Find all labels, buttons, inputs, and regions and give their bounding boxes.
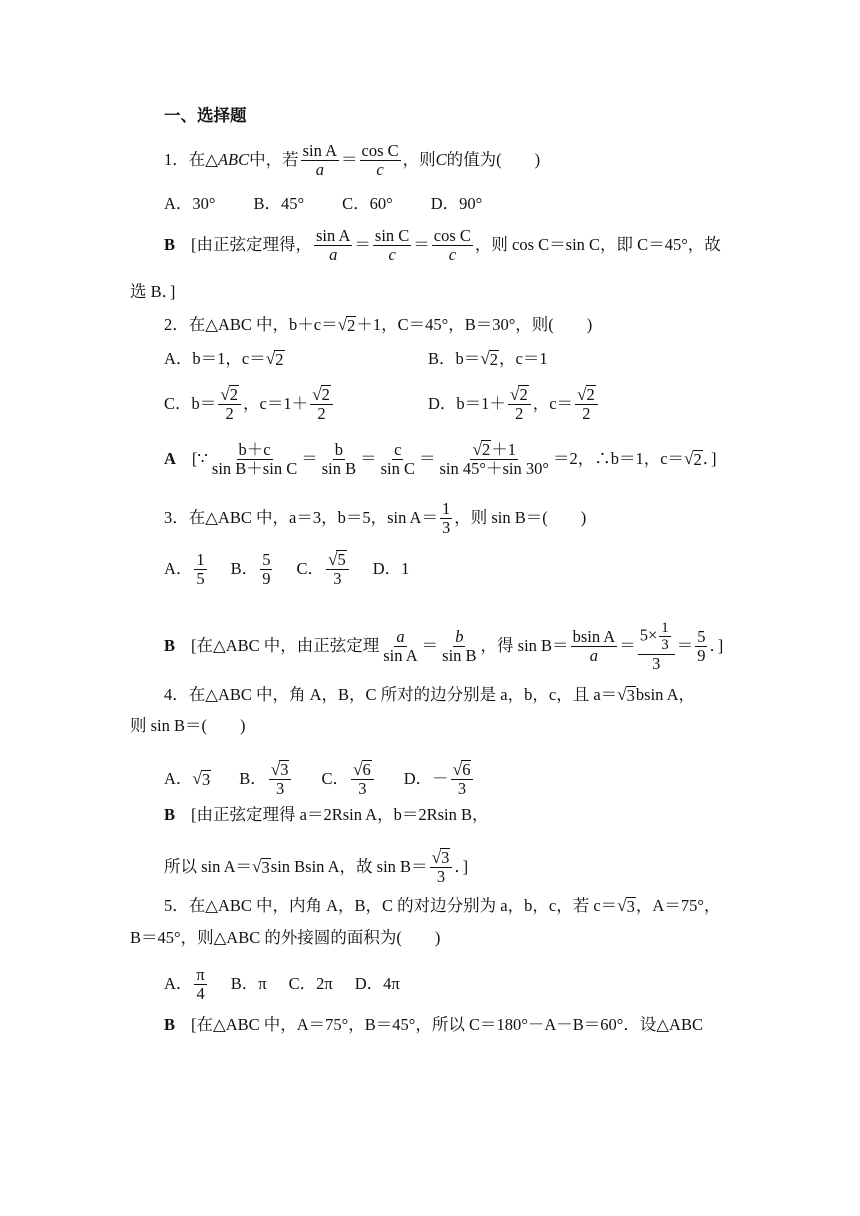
fraction: cos C c xyxy=(361,141,399,180)
fraction: b＋c sin B＋sin C xyxy=(211,439,298,478)
sqrt: √ 2 xyxy=(337,315,356,335)
fraction: √ 2 2 xyxy=(575,385,598,423)
sqrt: √ 3 xyxy=(252,856,270,877)
answer-letter: B xyxy=(164,636,176,656)
fraction: sin A a xyxy=(316,226,351,265)
option-a: A． xyxy=(164,558,193,578)
sqrt: √ 3 xyxy=(617,685,635,705)
option-b: B．π xyxy=(230,974,267,994)
sqrt: √ 3 xyxy=(617,896,635,916)
option-d: D．1 xyxy=(372,558,410,578)
question-4-explanation-cont: 所以 sin A＝ √ 3 sin Bsin A，故 sin B＝ √ 3 3 ．] xyxy=(164,848,469,887)
fraction: c sin C xyxy=(380,439,415,478)
option-d: D．－ xyxy=(403,768,449,788)
option-c: C．60° xyxy=(342,194,393,213)
sqrt: √ 2 xyxy=(265,349,284,369)
fraction: √ 5 3 xyxy=(326,550,349,588)
question-2-option-a: A．b＝1，c＝ √ 2 xyxy=(164,348,284,369)
option-a: A．30° xyxy=(164,194,216,213)
fraction: 1 3 xyxy=(441,499,451,538)
option-c: C．2π xyxy=(288,974,333,994)
question-3-options xyxy=(164,550,409,588)
question-4-stem: 4．在△ABC 中，角 A，B，C 所对的边分别是 a，b，c，且 a＝ √ 3 bsin A， xyxy=(164,684,696,705)
question-2-explanation: A [∵ b＋c sin B＋sin C ＝ b sin B ＝ c sin C ＝ √ 2 ＋1 sin 45°＋sin 30° ＝2，∴b＝1，c＝ √ 2 ．] xyxy=(164,439,717,479)
fraction: √ 6 3 xyxy=(451,760,474,798)
fraction: a sin A xyxy=(383,626,418,665)
option-d: D．4π xyxy=(354,974,400,994)
question-3-explanation: B [在△ABC 中，由正弦定理 a sin A ＝ b sin B ，得 sin B＝ bsin A a ＝ 5× $\frac{1}{3}$ 3 ＝ 5 9 ．] xyxy=(164,620,724,673)
option-d: D．90° xyxy=(430,194,483,213)
answer-letter: B xyxy=(164,805,176,824)
question-4-options xyxy=(164,760,475,798)
fraction: √ 3 3 xyxy=(430,848,453,886)
option-b: B． xyxy=(239,768,267,788)
sqrt: √ 2 xyxy=(480,349,499,369)
option-c: C． xyxy=(296,558,324,578)
section-title: 一、选择题 xyxy=(164,106,247,125)
question-5-stem-cont: B＝45°，则△ABC 的外接圆的面积为( ) xyxy=(130,928,441,947)
fraction: √ 2 ＋1 sin 45°＋sin 30° xyxy=(439,440,549,479)
option-a: A． xyxy=(164,974,193,994)
answer-letter: B xyxy=(164,1015,176,1034)
sqrt: √ 3 xyxy=(192,768,211,789)
option-a: A． xyxy=(164,768,193,788)
fraction: √ 2 2 xyxy=(218,385,241,423)
question-2-option-b: B．b＝ √ 2 ，c＝1 xyxy=(428,348,548,369)
fraction: π 4 xyxy=(196,965,205,1004)
question-3-stem: 3．在△ABC 中，a＝3，b＝5，sin A＝ 1 3 ，则 sin B＝( ) xyxy=(164,499,587,538)
fraction: b sin B xyxy=(321,439,357,478)
fraction: √ 6 3 xyxy=(351,760,374,798)
answer-letter: B xyxy=(164,235,176,255)
question-2-option-d: D．b＝1＋ √ 2 2 ，c＝ √ 2 2 xyxy=(428,385,600,423)
fraction: 1 5 xyxy=(196,549,205,588)
fraction: √ 3 3 xyxy=(269,760,292,798)
option-b: B．45° xyxy=(253,194,305,213)
question-2-option-c: C．b＝ √ 2 2 ，c＝1＋ √ 2 2 xyxy=(164,385,335,423)
question-1-options xyxy=(164,196,482,213)
question-5-stem: 5．在△ABC 中，内角 A，B，C 的对边分别为 a，b，c，若 c＝ √ 3 ，A＝75°， xyxy=(164,895,721,916)
fraction: 5 9 xyxy=(697,626,706,665)
fraction: cos C c xyxy=(433,226,471,265)
answer-letter: A xyxy=(164,448,176,468)
question-5-explanation: B [在△ABC 中，A＝75°，B＝45°，所以 C＝180°－A－B＝60°．设△ABC xyxy=(164,1015,703,1034)
question-5-options xyxy=(164,966,400,1003)
option-b: B． xyxy=(230,558,259,578)
fraction: √ 2 2 xyxy=(508,385,531,423)
question-1-explanation-cont: 选 B．] xyxy=(130,282,176,301)
question-1-stem: 1．在△ ABC 中，若 sin A a ＝ cos C c ，则 C 的值为( ) xyxy=(164,141,541,180)
fraction: sin C c xyxy=(374,226,410,265)
sqrt: √ 2 xyxy=(684,448,702,469)
question-4-explanation: B [由正弦定理得 a＝2Rsin A，b＝2Rsin B， xyxy=(164,805,489,824)
option-c: C． xyxy=(321,768,349,788)
fraction: 5× $\frac{1}{3}$ 3 xyxy=(638,620,675,673)
question-1-explanation: B [由正弦定理得， sin A a ＝ sin C c ＝ cos C c ，则 cos C＝sin C，即 C＝45°，故 xyxy=(164,226,721,265)
fraction: b sin B xyxy=(442,626,477,665)
fraction: √ 2 2 xyxy=(310,385,333,423)
question-4-stem-cont: 则 sin B＝( ) xyxy=(130,716,246,735)
fraction: bsin A a xyxy=(572,626,616,665)
question-2-stem: 2．在△ABC 中，b＋c＝ √ 2 ＋1，C＝45°，B＝30°，则( ) xyxy=(164,314,593,335)
fraction: 5 9 xyxy=(262,549,271,588)
fraction: sin A a xyxy=(302,141,338,180)
